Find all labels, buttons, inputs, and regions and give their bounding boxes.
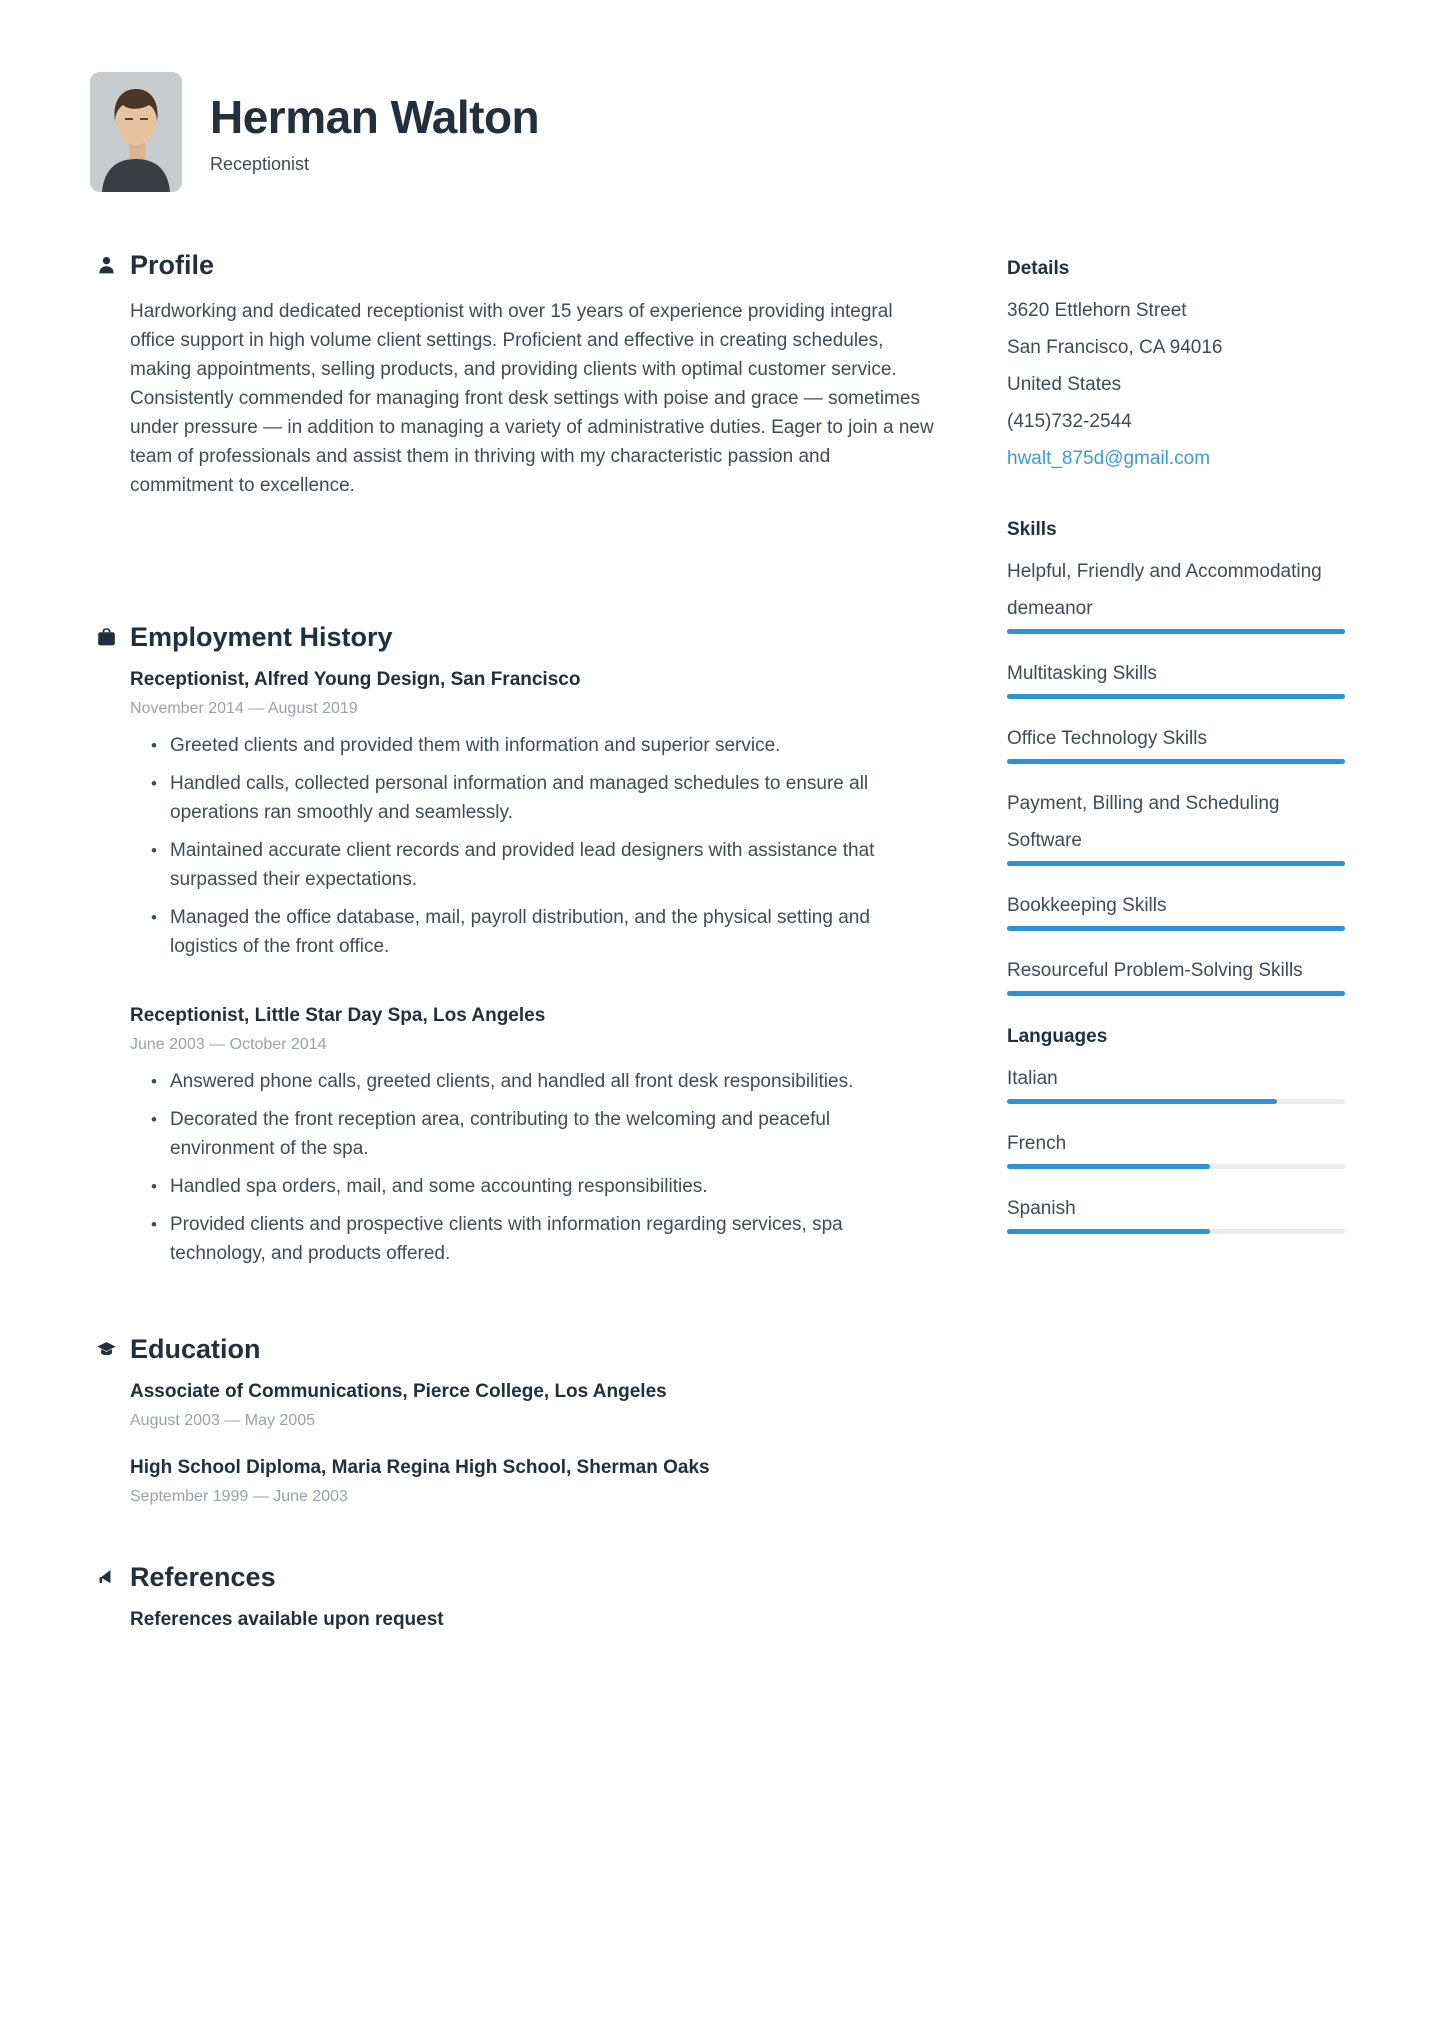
person-icon (96, 255, 117, 276)
language-item (1007, 1125, 1345, 1169)
employment-heading: Employment History (130, 622, 393, 652)
skills-list (1007, 553, 1345, 996)
skill-bar-fill (1007, 694, 1345, 699)
candidate-job-title: Receptionist (210, 154, 310, 174)
job-bullet-list (130, 731, 938, 961)
job-title: Receptionist, Little Star Day Spa, Los Angeles (130, 1005, 546, 1026)
education-list (130, 1381, 938, 1506)
education-entry (130, 1381, 938, 1430)
skill-label: Payment, Billing and Scheduling Software (1007, 793, 1280, 851)
job-dates: November 2014 — August 2019 (130, 700, 358, 717)
skill-item (1007, 785, 1345, 866)
graduation-cap-icon (96, 1339, 117, 1360)
job-title: Receptionist, Alfred Young Design, San Francisco (130, 669, 581, 690)
address-country: United States (1007, 374, 1122, 395)
languages-heading: Languages (1007, 1026, 1108, 1047)
skill-item (1007, 952, 1345, 996)
skill-item (1007, 887, 1345, 931)
languages-list (1007, 1060, 1345, 1234)
email-link[interactable]: hwalt_875d@gmail.com (1007, 448, 1211, 469)
skill-bar-track (1007, 926, 1345, 931)
skill-bar-track (1007, 694, 1345, 699)
job-bullet: • Handled calls, collected personal information and managed schedules to ensure all operations ran smoothly and seamlessly. (130, 769, 938, 827)
skill-item (1007, 553, 1345, 634)
skill-item (1007, 655, 1345, 699)
language-label: Italian (1007, 1068, 1058, 1089)
job-bullet: • Decorated the front reception area, contributing to the welcoming and peaceful environment of the spa. (130, 1105, 938, 1163)
skill-label: Helpful, Friendly and Accommodating demeanor (1007, 561, 1322, 619)
briefcase-icon (96, 627, 117, 648)
resume-header (90, 72, 1345, 192)
education-heading: Education (130, 1334, 261, 1364)
job-entry (130, 1005, 938, 1268)
job-bullet: • Greeted clients and provided them with information and superior service. (130, 731, 938, 760)
job-bullet: • Managed the office database, mail, payroll distribution, and the physical setting and logistics of the front office. (130, 903, 938, 961)
job-dates: June 2003 — October 2014 (130, 1036, 327, 1053)
skill-bar-track (1007, 991, 1345, 996)
skill-bar-fill (1007, 991, 1345, 996)
language-label: Spanish (1007, 1198, 1076, 1219)
header-text (210, 72, 539, 175)
job-bullet: • Maintained accurate client records and provided lead designers with assistance that surpassed their expectations. (130, 836, 938, 894)
education-entry (130, 1457, 938, 1506)
skill-bar-fill (1007, 926, 1345, 931)
languages-block (1007, 1026, 1345, 1234)
job-bullet: • Handled spa orders, mail, and some accounting responsibilities. (130, 1172, 938, 1201)
skill-bar-fill (1007, 759, 1345, 764)
details-block (1007, 258, 1345, 477)
job-bullet: • Answered phone calls, greeted clients, and handled all front desk responsibilities. (130, 1067, 938, 1096)
language-bar-fill (1007, 1229, 1210, 1234)
language-label: French (1007, 1133, 1067, 1154)
skill-label: Office Technology Skills (1007, 728, 1207, 749)
language-bar-track (1007, 1099, 1345, 1104)
skills-heading: Skills (1007, 519, 1057, 540)
section-profile (90, 250, 938, 500)
phone-number: (415)732-2544 (1007, 411, 1132, 432)
language-item (1007, 1190, 1345, 1234)
language-bar-fill (1007, 1164, 1210, 1169)
skill-label: Resourceful Problem-Solving Skills (1007, 960, 1303, 981)
skill-label: Bookkeeping Skills (1007, 895, 1167, 916)
language-bar-track (1007, 1164, 1345, 1169)
education-dates: August 2003 — May 2005 (130, 1412, 316, 1429)
candidate-name: Herman Walton (210, 91, 540, 143)
education-dates: September 1999 — June 2003 (130, 1488, 348, 1505)
language-bar-track (1007, 1229, 1345, 1234)
sidebar-column (1007, 250, 1345, 1631)
megaphone-icon (96, 1567, 117, 1588)
language-bar-fill (1007, 1099, 1277, 1104)
skill-bar-track (1007, 629, 1345, 634)
portrait-illustration (90, 72, 182, 192)
address-city: San Francisco, CA 94016 (1007, 337, 1223, 358)
skill-bar-track (1007, 861, 1345, 866)
content-columns (90, 250, 1345, 1631)
details-heading: Details (1007, 258, 1070, 279)
education-title: Associate of Communications, Pierce College, Los Angeles (130, 1381, 667, 1402)
section-references (90, 1562, 938, 1631)
job-bullet: • Provided clients and prospective clients with information regarding services, spa technology, and products offered. (130, 1210, 938, 1268)
skills-block (1007, 519, 1345, 996)
job-entry (130, 669, 938, 961)
profile-photo (90, 72, 182, 192)
skill-item (1007, 720, 1345, 764)
skill-bar-fill (1007, 629, 1345, 634)
section-education (90, 1334, 938, 1506)
skill-bar-fill (1007, 861, 1345, 866)
references-text: References available upon request (130, 1609, 444, 1630)
main-column (90, 250, 938, 1631)
section-employment-history (90, 622, 938, 1268)
address-street: 3620 Ettlehorn Street (1007, 300, 1187, 321)
references-heading: References (130, 1562, 276, 1592)
job-bullet-list (130, 1067, 938, 1268)
skill-label: Multitasking Skills (1007, 663, 1157, 684)
education-title: High School Diploma, Maria Regina High School, Sherman Oaks (130, 1457, 710, 1478)
profile-text: Hardworking and dedicated receptionist with over 15 years of experience providing integral office support in high volume client settings. Proficient and effective in creating schedules, making appointments, selling products, and providing clients with optimal customer service. Consistently commended for managing front desk settings with poise and grace — sometimes under pressure — in addition to managing a variety of administrative duties. Eager to join a new team of professionals and assist them in thriving with my characteristic passion and commitment to excellence. (130, 301, 934, 496)
skill-bar-track (1007, 759, 1345, 764)
profile-heading: Profile (130, 250, 215, 280)
language-item (1007, 1060, 1345, 1104)
